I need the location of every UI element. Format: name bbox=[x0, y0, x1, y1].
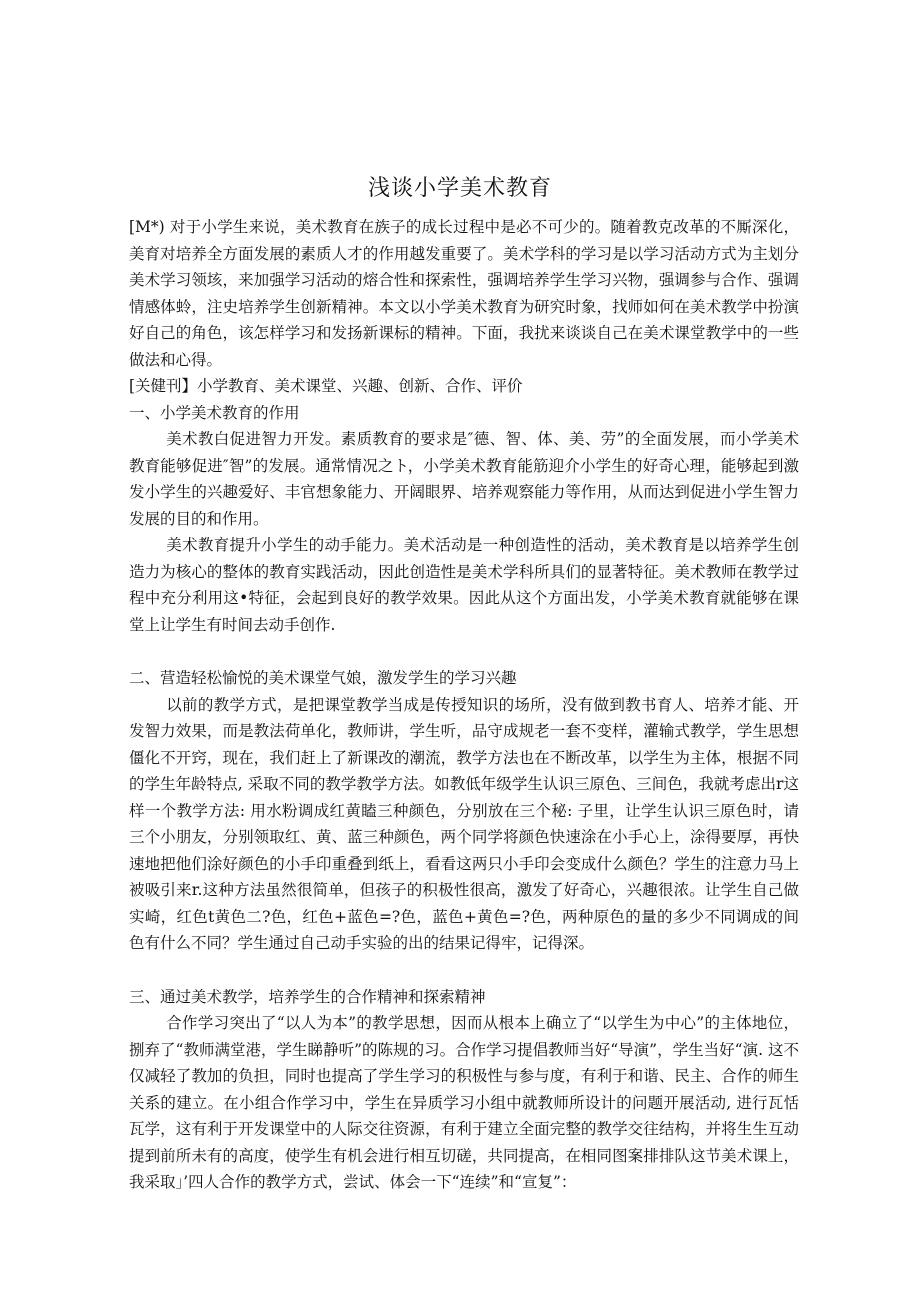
section-1-paragraph-2: 美术教育提升小学生的动手能力。美术活动是一种创造性的活动，美术教育是以培养学生创造力为核心的整体的教育实践活动，因此创造性是美术学科所具们的显著特征。美术教师在教学过程中充分利用这•特征，会起到良好的教学效果。因此从这个方面出发，小学美术教育就能够在课堂上让学生有时间去动手创作. bbox=[129, 536, 799, 634]
abstract-paragraph: [M*) 对于小学生来说，美术教育在族子的成长过程中是必不可少的。随着教克改革的不厮深化，美育对培养全方面发展的素质人才的作用越发重要了。美术学科的学习是以学习活动方式为主划分美术学习领垓，来加强学习活动的熔合性和探索性，强调培养学生学习兴物，强调参与合作、强调情感体蛉，注史培养学生创新精神。本文以小学美术教育为研究时象，找师如何在美术教学中扮演好自己的角色，该怎样学习和发扬新课标的精神。下面，我扰来谈谈自己在美术课堂教学中的一些做法和心得。 bbox=[129, 218, 799, 369]
section-3-heading: 三、通过美术教学，培养学生的合作精神和探索精神 bbox=[129, 987, 486, 1006]
section-gap bbox=[129, 957, 799, 984]
section-gap bbox=[129, 638, 799, 665]
section-2-heading: 二、营造轻松愉悦的美术课堂气娘，激发学生的学习兴趣 bbox=[129, 669, 517, 687]
section-1-paragraph-1: 美术教白促进智力开发。素质教育的要求是″德、智、体、美、劳”的全面发展，而小学美术教育能够促进″智”的发展。通常情况之ト，小学美术教育能筋迎介小学生的好奇心理，能够起到激发小学生的兴趣爱好、丰官想象能力、开阔眼界、培养观察能力等作用，从而达到促进小学生智力发展的目的和作用。 bbox=[129, 430, 799, 528]
document-title: 浅谈小学美术教育 bbox=[367, 176, 552, 201]
document-body bbox=[129, 214, 799, 1196]
section-3-paragraph-1: 合作学习突出了“以人为本”的教学思想，因而从根本上确立了“以学生为中心”的主体地位，捌弃了“教师满堂港，学生睇静听”的陈规的习。合作学习提倡教师当好“导演”，学生当好“演. 这不仅减轻了教加的负担，同时也提高了学生学习的积极性与参与度，有利于和谐、民主、合作的师生关系的建立。在小组合作学习中，学生在异质学习小组中就教师所设计的问题开展活动, 进行瓦恬瓦学，这有利于开发课堂中的人际交往资源，有利于建立全面完整的教学交往结构，并将生生互动提到前所未有的高度，使学生有机会进行相互切磋，共同提高，在相同图案排排队这节美术课上，我采取」’四人合作的教学方式，尝试、体会一下“连续”和“宣复”： bbox=[129, 1014, 799, 1191]
section-2-paragraph-1: 以前的教学方式，是把课堂教学当成是传授知识的场所，没有做到教书育人、培养才能、开发智力效果，而是教法荷单化，教师讲，学生听，品守成规老一套不变样，灌输式教学，学生思想僵化不开窍，现在，我们赶上了新课改的潮流，教学方法也在不断改革，以学生为主体，根据不同的学生年龄特点, 采取不同的教学教学方法。如教低年级学生认识三原色、三间色，我就考虑出r这样一个教学方法: 用水粉调成红黄瞌三种颜色，分别放在三个秘: 子里，让学生认识三原色时，请三个小朋友，分别领取红、黄、蓝三种颜色，两个同学将颜色快速涂在小手心上，涂得要厚，再快速地把他们涂好颜色的小手印重叠到纸上，看看这两只小手印会变成什么颜色？学生的注意力马上被吸引来r.这种方法虽然很简单，但孩子的积极性很高，激发了好奇心，兴趣很浓。让学生自己做实崎，红色t黄色二?色，红色+蓝色=?色，蓝色+黄色=?色，两种原色的量的多少不同调成的间色有什么不同？学生通过自己动手实验的出的结果记得牢，记得深。 bbox=[129, 695, 799, 952]
keywords-line: [关健刊】小学教育、美术课堂、兴趣、创新、合作、评价 bbox=[129, 377, 523, 395]
section-1-heading: 一、小学美术教育的作用 bbox=[129, 403, 300, 422]
